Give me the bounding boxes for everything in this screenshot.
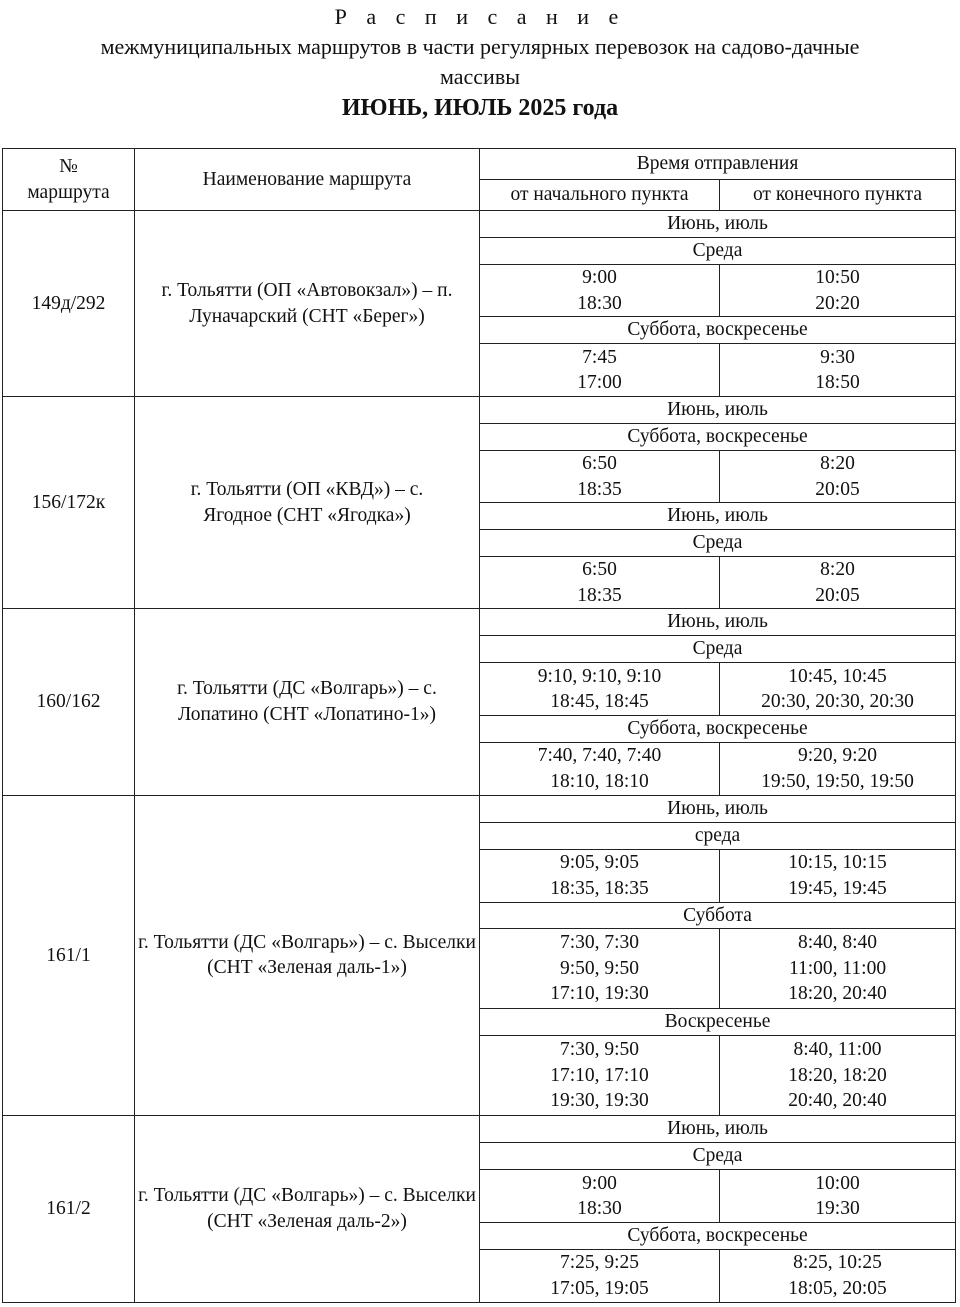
- departure-from-end: 8:20 20:05: [720, 557, 956, 609]
- departure-from-start: 9:05, 9:05 18:35, 18:35: [480, 849, 720, 902]
- departure-from-start: 9:10, 9:10, 9:10 18:45, 18:45: [480, 663, 720, 716]
- departure-from-start: 7:30, 9:50 17:10, 17:10 19:30, 19:30: [480, 1036, 720, 1116]
- header-route-name: Наименование маршрута: [135, 149, 480, 211]
- header-from-start: от начального пункта: [480, 180, 720, 211]
- route-name: г. Тольятти (ОП «КВД») – с. Ягодное (СНТ «Ягодка»): [135, 397, 480, 609]
- route-name: г. Тольятти (ОП «Автовокзал») – п. Луначарский (СНТ «Берег»): [135, 211, 480, 397]
- header-from-end: от конечного пункта: [720, 180, 956, 211]
- day-label: Среда: [480, 238, 956, 265]
- departure-from-end: 8:40, 8:40 11:00, 11:00 18:20, 20:40: [720, 929, 956, 1009]
- day-label: Суббота, воскресенье: [480, 317, 956, 344]
- table-row: [3, 211, 956, 238]
- route-name: г. Тольятти (ДС «Волгарь») – с. Выселки (СНТ «Зеленая даль-1»): [135, 795, 480, 1116]
- table-row: [3, 795, 956, 822]
- departure-from-end: 8:40, 11:00 18:20, 18:20 20:40, 20:40: [720, 1036, 956, 1116]
- day-label: Суббота, воскресенье: [480, 716, 956, 743]
- day-label: Среда: [480, 1143, 956, 1170]
- departure-from-end: 8:20 20:05: [720, 451, 956, 503]
- doc-subtitle: межмуниципальных маршрутов в части регулярных перевозок на садово-дачные: [100, 34, 860, 59]
- day-label: среда: [480, 822, 956, 849]
- departure-from-start: 6:50 18:35: [480, 557, 720, 609]
- day-label: Суббота, воскресенье: [480, 1223, 956, 1250]
- departure-from-start: 9:00 18:30: [480, 1170, 720, 1223]
- departure-from-end: 10:00 19:30: [720, 1170, 956, 1223]
- departure-from-start: 7:45 17:00: [480, 344, 720, 397]
- route-name: г. Тольятти (ДС «Волгарь») – с. Лопатино (СНТ «Лопатино-1»): [135, 609, 480, 796]
- route-number: 160/162: [3, 609, 135, 796]
- schedule-table: [2, 148, 956, 1303]
- doc-period: ИЮНЬ, ИЮЛЬ 2025 года: [341, 95, 619, 121]
- departure-from-end: 8:25, 10:25 18:05, 20:05: [720, 1249, 956, 1302]
- period-label: Июнь, июль: [480, 1116, 956, 1143]
- table-row: [3, 397, 956, 424]
- route-number: 149д/292: [3, 211, 135, 397]
- day-label: Воскресенье: [480, 1009, 956, 1036]
- departure-from-start: 7:30, 7:30 9:50, 9:50 17:10, 19:30: [480, 929, 720, 1009]
- table-header-row: [3, 149, 956, 180]
- route-number: 156/172к: [3, 397, 135, 609]
- header-departure-time: Время отправления: [480, 149, 956, 180]
- period-label: Июнь, июль: [480, 795, 956, 822]
- departure-from-end: 10:50 20:20: [720, 265, 956, 317]
- departure-from-end: 9:30 18:50: [720, 344, 956, 397]
- departure-from-start: 7:25, 9:25 17:05, 19:05: [480, 1249, 720, 1302]
- departure-from-start: 9:00 18:30: [480, 265, 720, 317]
- table-row: [3, 1116, 956, 1143]
- departure-from-end: 10:45, 10:45 20:30, 20:30, 20:30: [720, 663, 956, 716]
- route-name: г. Тольятти (ДС «Волгарь») – с. Выселки (СНТ «Зеленая даль-2»): [135, 1116, 480, 1303]
- table-row: [3, 609, 956, 636]
- doc-title: Р а с п и с а н и е: [334, 4, 626, 29]
- day-label: Среда: [480, 530, 956, 557]
- doc-subtitle-cont: массивы: [439, 64, 520, 89]
- period-label: Июнь, июль: [480, 609, 956, 636]
- period-label: Июнь, июль: [480, 503, 956, 530]
- period-label: Июнь, июль: [480, 211, 956, 238]
- day-label: Среда: [480, 636, 956, 663]
- departure-from-start: 7:40, 7:40, 7:40 18:10, 18:10: [480, 742, 720, 795]
- departure-from-end: 9:20, 9:20 19:50, 19:50, 19:50: [720, 742, 956, 795]
- route-number: 161/2: [3, 1116, 135, 1303]
- period-label: Июнь, июль: [480, 397, 956, 424]
- day-label: Суббота: [480, 902, 956, 929]
- route-number: 161/1: [3, 795, 135, 1116]
- departure-from-end: 10:15, 10:15 19:45, 19:45: [720, 849, 956, 902]
- header-route-number: № маршрута: [3, 149, 135, 211]
- departure-from-start: 6:50 18:35: [480, 451, 720, 503]
- day-label: Суббота, воскресенье: [480, 424, 956, 451]
